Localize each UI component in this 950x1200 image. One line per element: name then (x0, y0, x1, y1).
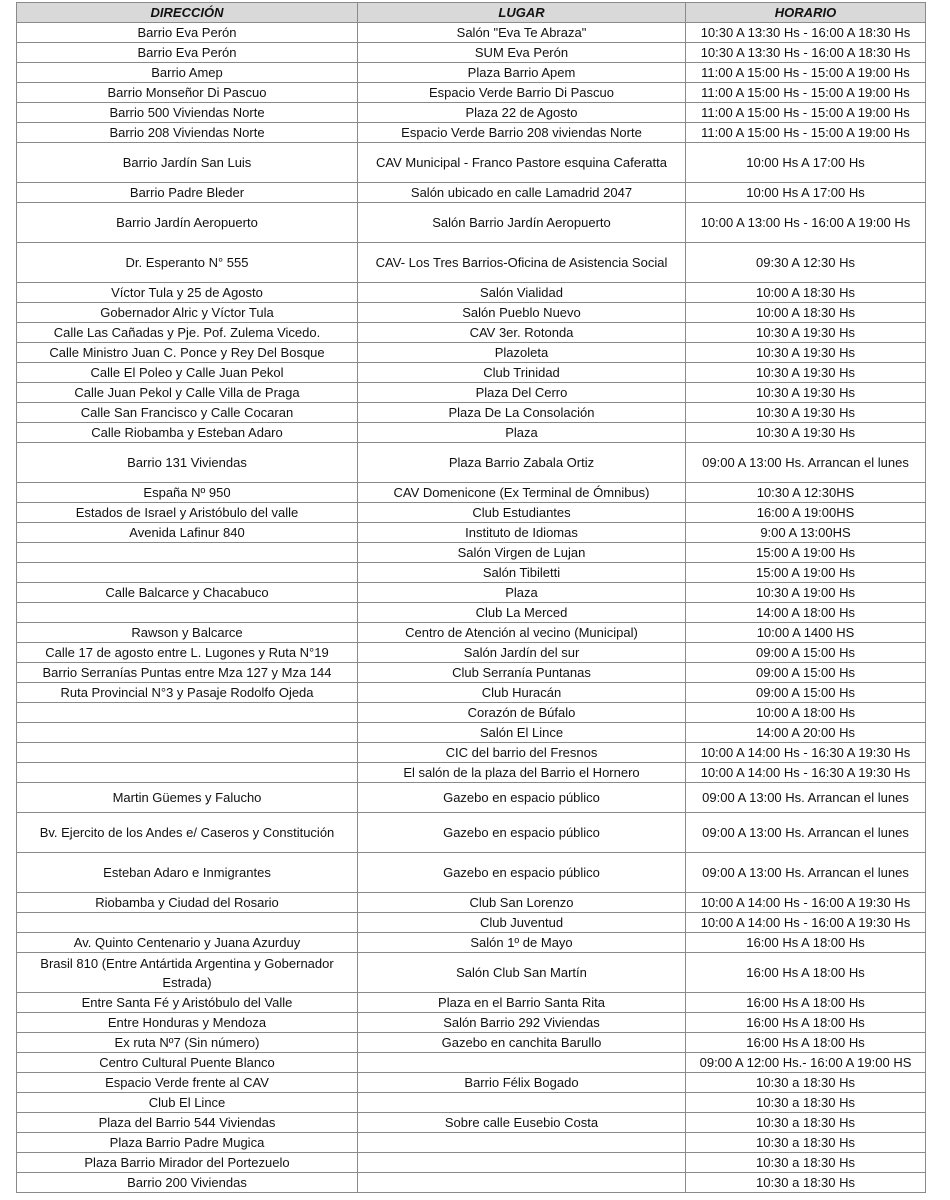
table-row (17, 1033, 926, 1053)
cell-horario: 10:00 A 18:00 Hs (686, 703, 926, 723)
table-row (17, 203, 926, 243)
cell-direccion: Barrio Eva Perón (17, 43, 358, 63)
cell-horario: 09:00 A 13:00 Hs. Arrancan el lunes (686, 783, 926, 813)
cell-horario: 10:00 A 18:30 Hs (686, 303, 926, 323)
cell-direccion: Barrio 131 Viviendas (17, 443, 358, 483)
cell-horario: 10:30 A 19:30 Hs (686, 403, 926, 423)
cell-lugar (358, 1133, 686, 1153)
cell-horario: 15:00 A 19:00 Hs (686, 563, 926, 583)
table-row (17, 23, 926, 43)
cell-horario: 15:00 A 19:00 Hs (686, 543, 926, 563)
table-row (17, 63, 926, 83)
cell-direccion: Riobamba y Ciudad del Rosario (17, 893, 358, 913)
table-row (17, 1093, 926, 1113)
header-direccion: DIRECCIÓN (17, 3, 358, 23)
table-row (17, 1153, 926, 1173)
cell-lugar: Club Huracán (358, 683, 686, 703)
cell-horario: 10:00 A 14:00 Hs - 16:00 A 19:30 Hs (686, 893, 926, 913)
table-row (17, 623, 926, 643)
cell-direccion: Barrio Padre Bleder (17, 183, 358, 203)
table-row (17, 603, 926, 623)
cell-lugar: Espacio Verde Barrio 208 viviendas Norte (358, 123, 686, 143)
cell-direccion: Plaza Barrio Padre Mugica (17, 1133, 358, 1153)
cell-direccion: Barrio 208 Viviendas Norte (17, 123, 358, 143)
cell-lugar (358, 1093, 686, 1113)
cell-direccion: Plaza Barrio Mirador del Portezuelo (17, 1153, 358, 1173)
table-row (17, 383, 926, 403)
cell-horario: 14:00 A 20:00 Hs (686, 723, 926, 743)
cell-lugar: Plaza en el Barrio Santa Rita (358, 993, 686, 1013)
cell-horario: 16:00 Hs A 18:00 Hs (686, 953, 926, 993)
cell-lugar: Espacio Verde Barrio Di Pascuo (358, 83, 686, 103)
table-row (17, 743, 926, 763)
header-row (17, 3, 926, 23)
cell-lugar: Salón Barrio Jardín Aeropuerto (358, 203, 686, 243)
cell-direccion: Estados de Israel y Aristóbulo del valle (17, 503, 358, 523)
cell-lugar: Club Juventud (358, 913, 686, 933)
cell-lugar: Plaza (358, 583, 686, 603)
table-row (17, 1053, 926, 1073)
cell-direccion (17, 913, 358, 933)
cell-direccion: Club El Lince (17, 1093, 358, 1113)
cell-direccion: Rawson y Balcarce (17, 623, 358, 643)
table-row (17, 763, 926, 783)
table-row (17, 43, 926, 63)
cell-horario: 10:30 A 19:30 Hs (686, 423, 926, 443)
cell-horario: 14:00 A 18:00 Hs (686, 603, 926, 623)
cell-horario: 10:30 a 18:30 Hs (686, 1073, 926, 1093)
cell-lugar: Salón Jardín del sur (358, 643, 686, 663)
cell-direccion: Calle 17 de agosto entre L. Lugones y Ruta N°19 (17, 643, 358, 663)
cell-lugar: Club Trinidad (358, 363, 686, 383)
table-row (17, 363, 926, 383)
cell-horario: 09:00 A 15:00 Hs (686, 683, 926, 703)
header-horario: HORARIO (686, 3, 926, 23)
table-row (17, 123, 926, 143)
cell-horario: 10:00 A 14:00 Hs - 16:00 A 19:30 Hs (686, 913, 926, 933)
table-row (17, 1013, 926, 1033)
table-row (17, 1173, 926, 1193)
cell-lugar: Salón El Lince (358, 723, 686, 743)
cell-lugar: Salón Virgen de Lujan (358, 543, 686, 563)
cell-direccion: Víctor Tula y 25 de Agosto (17, 283, 358, 303)
cell-horario: 10:00 A 14:00 Hs - 16:30 A 19:30 Hs (686, 763, 926, 783)
cell-lugar: Club Estudiantes (358, 503, 686, 523)
cell-lugar: Corazón de Búfalo (358, 703, 686, 723)
cell-horario: 10:00 A 1400 HS (686, 623, 926, 643)
table-row (17, 853, 926, 893)
table-row (17, 523, 926, 543)
cell-horario: 10:30 A 19:30 Hs (686, 383, 926, 403)
cell-lugar: Salón Pueblo Nuevo (358, 303, 686, 323)
cell-lugar: Salón Vialidad (358, 283, 686, 303)
header-lugar: LUGAR (358, 3, 686, 23)
cell-horario: 11:00 A 15:00 Hs - 15:00 A 19:00 Hs (686, 63, 926, 83)
table-row (17, 893, 926, 913)
table-row (17, 1133, 926, 1153)
cell-direccion: Brasil 810 (Entre Antártida Argentina y Gobernador Estrada) (17, 953, 358, 993)
table-row (17, 83, 926, 103)
cell-direccion: Barrio Monseñor Di Pascuo (17, 83, 358, 103)
cell-lugar: Plaza Barrio Apem (358, 63, 686, 83)
cell-direccion: Barrio 500 Viviendas Norte (17, 103, 358, 123)
table-row (17, 143, 926, 183)
cell-lugar: Gazebo en canchita Barullo (358, 1033, 686, 1053)
cell-horario: 10:00 A 13:00 Hs - 16:00 A 19:00 Hs (686, 203, 926, 243)
cell-lugar: Salón Tibiletti (358, 563, 686, 583)
cell-horario: 09:00 A 12:00 Hs.- 16:00 A 19:00 HS (686, 1053, 926, 1073)
cell-lugar: Salón ubicado en calle Lamadrid 2047 (358, 183, 686, 203)
cell-horario: 9:00 A 13:00HS (686, 523, 926, 543)
cell-lugar: Salón Barrio 292 Viviendas (358, 1013, 686, 1033)
table-row (17, 483, 926, 503)
cell-direccion: Calle Juan Pekol y Calle Villa de Praga (17, 383, 358, 403)
cell-direccion: Entre Honduras y Mendoza (17, 1013, 358, 1033)
cell-direccion: Dr. Esperanto N° 555 (17, 243, 358, 283)
cell-lugar: El salón de la plaza del Barrio el Hornero (358, 763, 686, 783)
cell-direccion: Esteban Adaro e Inmigrantes (17, 853, 358, 893)
cell-lugar: Barrio Félix Bogado (358, 1073, 686, 1093)
cell-direccion: Gobernador Alric y Víctor Tula (17, 303, 358, 323)
cell-horario: 10:00 Hs A 17:00 Hs (686, 143, 926, 183)
cell-horario: 11:00 A 15:00 Hs - 15:00 A 19:00 Hs (686, 103, 926, 123)
table-row (17, 663, 926, 683)
cell-lugar (358, 1173, 686, 1193)
cell-lugar: Gazebo en espacio público (358, 853, 686, 893)
cell-lugar: Club San Lorenzo (358, 893, 686, 913)
cell-direccion: Calle Ministro Juan C. Ponce y Rey Del Bosque (17, 343, 358, 363)
cell-horario: 09:00 A 13:00 Hs. Arrancan el lunes (686, 813, 926, 853)
table-row (17, 323, 926, 343)
table-row (17, 243, 926, 283)
cell-lugar: CAV 3er. Rotonda (358, 323, 686, 343)
cell-direccion: Bv. Ejercito de los Andes e/ Caseros y Constitución (17, 813, 358, 853)
table-row (17, 643, 926, 663)
cell-lugar: Centro de Atención al vecino (Municipal) (358, 623, 686, 643)
cell-direccion: Calle Riobamba y Esteban Adaro (17, 423, 358, 443)
cell-horario: 09:00 A 13:00 Hs. Arrancan el lunes (686, 443, 926, 483)
table-row (17, 103, 926, 123)
cell-direccion: Barrio 200 Viviendas (17, 1173, 358, 1193)
cell-horario: 10:00 A 14:00 Hs - 16:30 A 19:30 Hs (686, 743, 926, 763)
cell-horario: 10:30 A 19:30 Hs (686, 343, 926, 363)
cell-horario: 10:30 a 18:30 Hs (686, 1153, 926, 1173)
cell-lugar: Plazoleta (358, 343, 686, 363)
table-row (17, 1113, 926, 1133)
cell-direccion: Av. Quinto Centenario y Juana Azurduy (17, 933, 358, 953)
cell-lugar: Gazebo en espacio público (358, 813, 686, 853)
cell-direccion: Barrio Jardín Aeropuerto (17, 203, 358, 243)
cell-lugar (358, 1153, 686, 1173)
cell-horario: 16:00 Hs A 18:00 Hs (686, 933, 926, 953)
cell-direccion (17, 743, 358, 763)
cell-lugar: Plaza 22 de Agosto (358, 103, 686, 123)
cell-horario: 10:30 A 19:00 Hs (686, 583, 926, 603)
cell-direccion: Entre Santa Fé y Aristóbulo del Valle (17, 993, 358, 1013)
cell-direccion (17, 703, 358, 723)
cell-lugar: Gazebo en espacio público (358, 783, 686, 813)
table-row (17, 583, 926, 603)
table-row (17, 543, 926, 563)
table-row (17, 303, 926, 323)
cell-lugar: Plaza De La Consolación (358, 403, 686, 423)
cell-direccion: Espacio Verde frente al CAV (17, 1073, 358, 1093)
cell-lugar: Plaza (358, 423, 686, 443)
cell-direccion: Martin Güemes y Falucho (17, 783, 358, 813)
table-row (17, 993, 926, 1013)
cell-direccion: Barrio Serranías Puntas entre Mza 127 y Mza 144 (17, 663, 358, 683)
cell-horario: 10:30 a 18:30 Hs (686, 1173, 926, 1193)
cell-direccion (17, 543, 358, 563)
table-row (17, 563, 926, 583)
table-row (17, 283, 926, 303)
schedule-table (16, 2, 926, 1193)
table-row (17, 913, 926, 933)
cell-direccion: Plaza del Barrio 544 Viviendas (17, 1113, 358, 1133)
cell-direccion (17, 723, 358, 743)
cell-horario: 16:00 A 19:00HS (686, 503, 926, 523)
cell-horario: 16:00 Hs A 18:00 Hs (686, 1033, 926, 1053)
cell-lugar: Salón 1º de Mayo (358, 933, 686, 953)
cell-horario: 10:00 Hs A 17:00 Hs (686, 183, 926, 203)
table-row (17, 933, 926, 953)
cell-horario: 10:00 A 18:30 Hs (686, 283, 926, 303)
table-row (17, 683, 926, 703)
cell-horario: 10:30 A 13:30 Hs - 16:00 A 18:30 Hs (686, 43, 926, 63)
cell-lugar: CAV- Los Tres Barrios-Oficina de Asistencia Social (358, 243, 686, 283)
cell-lugar (358, 1053, 686, 1073)
table-row (17, 723, 926, 743)
cell-lugar: Plaza Del Cerro (358, 383, 686, 403)
cell-lugar: Salón Club San Martín (358, 953, 686, 993)
cell-lugar: SUM Eva Perón (358, 43, 686, 63)
cell-horario: 10:30 A 12:30HS (686, 483, 926, 503)
cell-lugar: CIC del barrio del Fresnos (358, 743, 686, 763)
table-row (17, 1073, 926, 1093)
cell-lugar: Club La Merced (358, 603, 686, 623)
cell-direccion: Avenida Lafinur 840 (17, 523, 358, 543)
cell-lugar: Instituto de Idiomas (358, 523, 686, 543)
table-row (17, 443, 926, 483)
cell-horario: 09:00 A 13:00 Hs. Arrancan el lunes (686, 853, 926, 893)
cell-lugar: Salón "Eva Te Abraza" (358, 23, 686, 43)
cell-direccion: Ruta Provincial N°3 y Pasaje Rodolfo Ojeda (17, 683, 358, 703)
table-row (17, 403, 926, 423)
cell-horario: 11:00 A 15:00 Hs - 15:00 A 19:00 Hs (686, 123, 926, 143)
cell-lugar: CAV Domenicone (Ex Terminal de Ómnibus) (358, 483, 686, 503)
table-row (17, 183, 926, 203)
cell-horario: 16:00 Hs A 18:00 Hs (686, 993, 926, 1013)
table-row (17, 423, 926, 443)
cell-direccion (17, 763, 358, 783)
cell-horario: 09:00 A 15:00 Hs (686, 643, 926, 663)
table-row (17, 783, 926, 813)
cell-horario: 16:00 Hs A 18:00 Hs (686, 1013, 926, 1033)
cell-direccion: Ex ruta Nº7 (Sin número) (17, 1033, 358, 1053)
cell-horario: 09:30 A 12:30 Hs (686, 243, 926, 283)
cell-horario: 11:00 A 15:00 Hs - 15:00 A 19:00 Hs (686, 83, 926, 103)
cell-direccion: Barrio Jardín San Luis (17, 143, 358, 183)
cell-horario: 10:30 a 18:30 Hs (686, 1093, 926, 1113)
cell-direccion: Centro Cultural Puente Blanco (17, 1053, 358, 1073)
cell-direccion (17, 563, 358, 583)
cell-lugar: Plaza Barrio Zabala Ortiz (358, 443, 686, 483)
table-row (17, 703, 926, 723)
cell-horario: 10:30 A 19:30 Hs (686, 323, 926, 343)
cell-direccion: Barrio Amep (17, 63, 358, 83)
table-row (17, 953, 926, 993)
cell-direccion: Barrio Eva Perón (17, 23, 358, 43)
cell-lugar: Sobre calle Eusebio Costa (358, 1113, 686, 1133)
cell-lugar: CAV Municipal - Franco Pastore esquina Caferatta (358, 143, 686, 183)
cell-direccion (17, 603, 358, 623)
cell-direccion: Calle El Poleo y Calle Juan Pekol (17, 363, 358, 383)
table-row (17, 813, 926, 853)
cell-horario: 10:30 A 19:30 Hs (686, 363, 926, 383)
table-body (17, 23, 926, 1193)
cell-lugar: Club Serranía Puntanas (358, 663, 686, 683)
cell-horario: 10:30 a 18:30 Hs (686, 1133, 926, 1153)
cell-horario: 10:30 A 13:30 Hs - 16:00 A 18:30 Hs (686, 23, 926, 43)
cell-direccion: Calle Balcarce y Chacabuco (17, 583, 358, 603)
cell-direccion: Calle San Francisco y Calle Cocaran (17, 403, 358, 423)
cell-direccion: Calle Las Cañadas y Pje. Pof. Zulema Vicedo. (17, 323, 358, 343)
table-row (17, 343, 926, 363)
cell-direccion: España Nº 950 (17, 483, 358, 503)
cell-horario: 09:00 A 15:00 Hs (686, 663, 926, 683)
cell-horario: 10:30 a 18:30 Hs (686, 1113, 926, 1133)
table-row (17, 503, 926, 523)
